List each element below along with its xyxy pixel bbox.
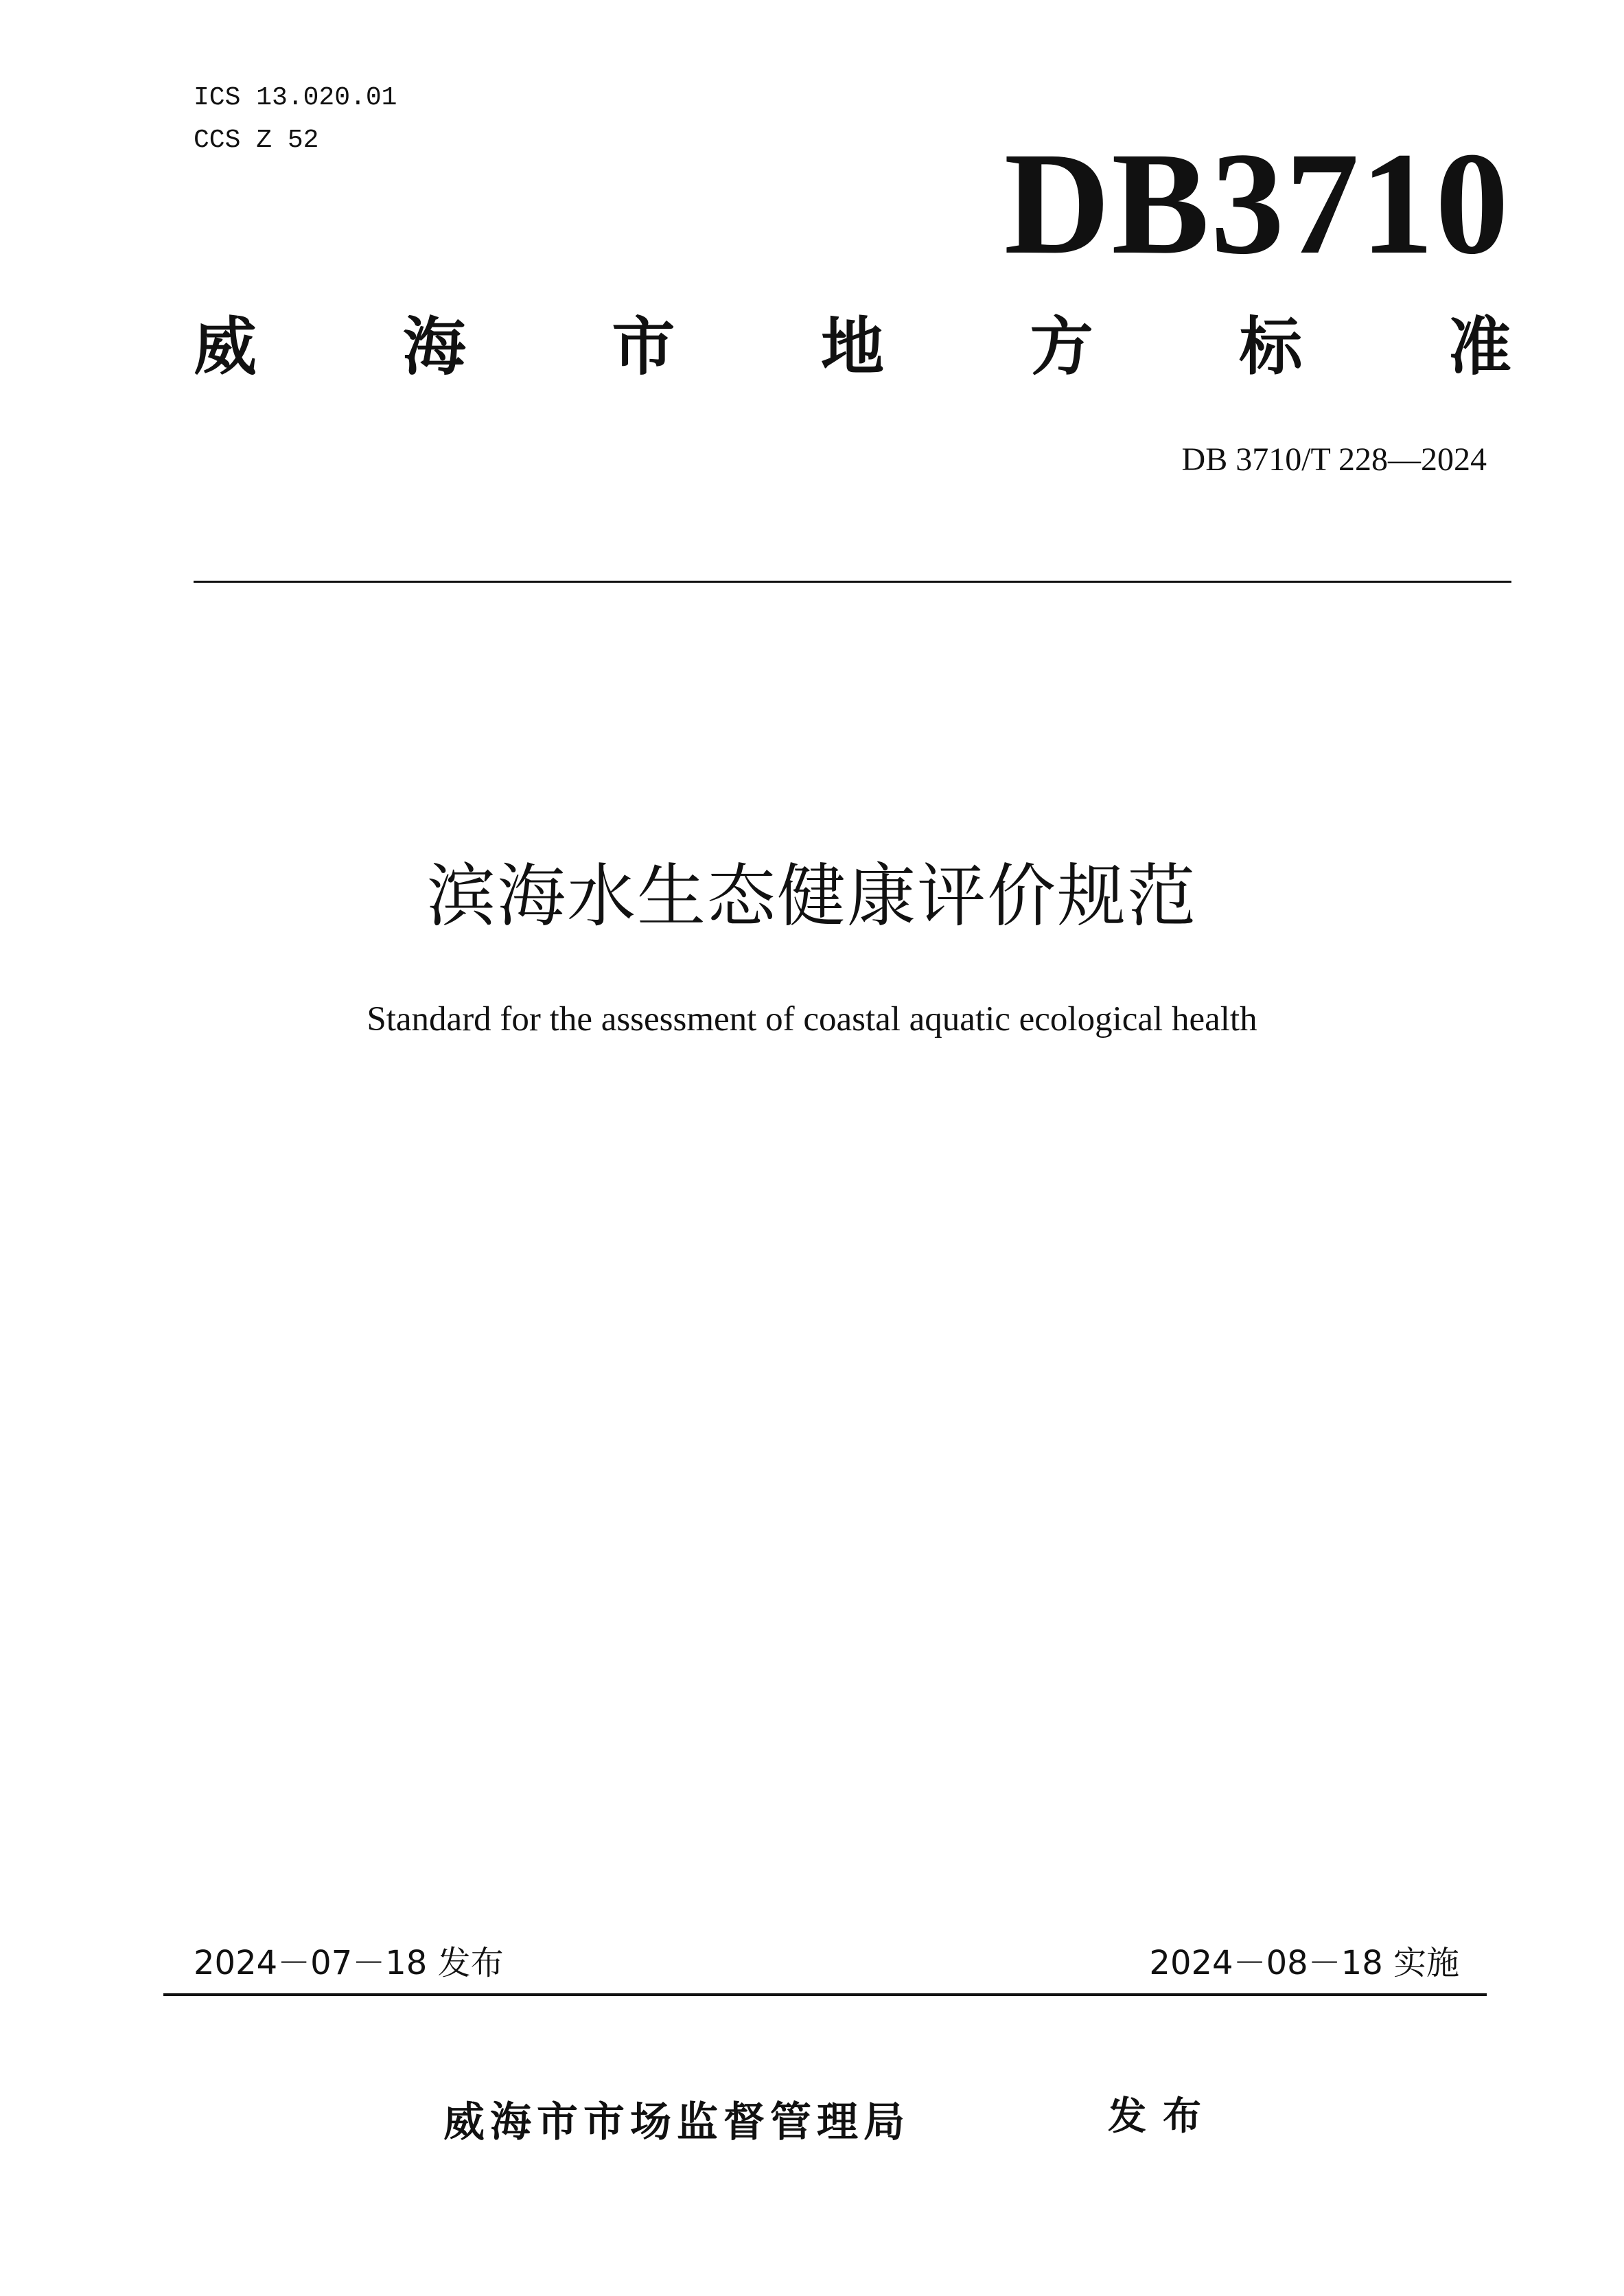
- issue-date: 2024－07－18 发布: [194, 1944, 504, 1982]
- footer-divider: [163, 1993, 1487, 1996]
- standard-type-char: 标: [1239, 310, 1303, 384]
- standard-type-char: 地: [820, 310, 884, 384]
- ics-code: ICS 13.020.01: [194, 83, 397, 113]
- header-divider: [194, 581, 1511, 583]
- implementation-date: 2024－08－18 实施: [1149, 1944, 1459, 1982]
- standard-number: DB 3710/T 228—2024: [1181, 441, 1487, 478]
- document-title-en: Standard for the assessment of coastal aquatic ecological health: [367, 1000, 1257, 1039]
- standard-mark: DB3710: [1004, 122, 1510, 285]
- standard-type-char: 威: [194, 310, 257, 384]
- standard-type-char: 市: [612, 310, 675, 384]
- standard-type-char: 海: [402, 310, 466, 384]
- ccs-code: CCS Z 52: [194, 126, 319, 155]
- standard-type-char: 准: [1448, 310, 1511, 384]
- standard-type-char: 方: [1030, 310, 1093, 384]
- document-title-zh: 滨海水生态健康评价规范: [427, 856, 1197, 936]
- standard-type-heading: [194, 310, 1511, 384]
- publish-label: 发布: [1108, 2094, 1218, 2139]
- publisher-name: 威海市市场监督管理局: [443, 2098, 910, 2146]
